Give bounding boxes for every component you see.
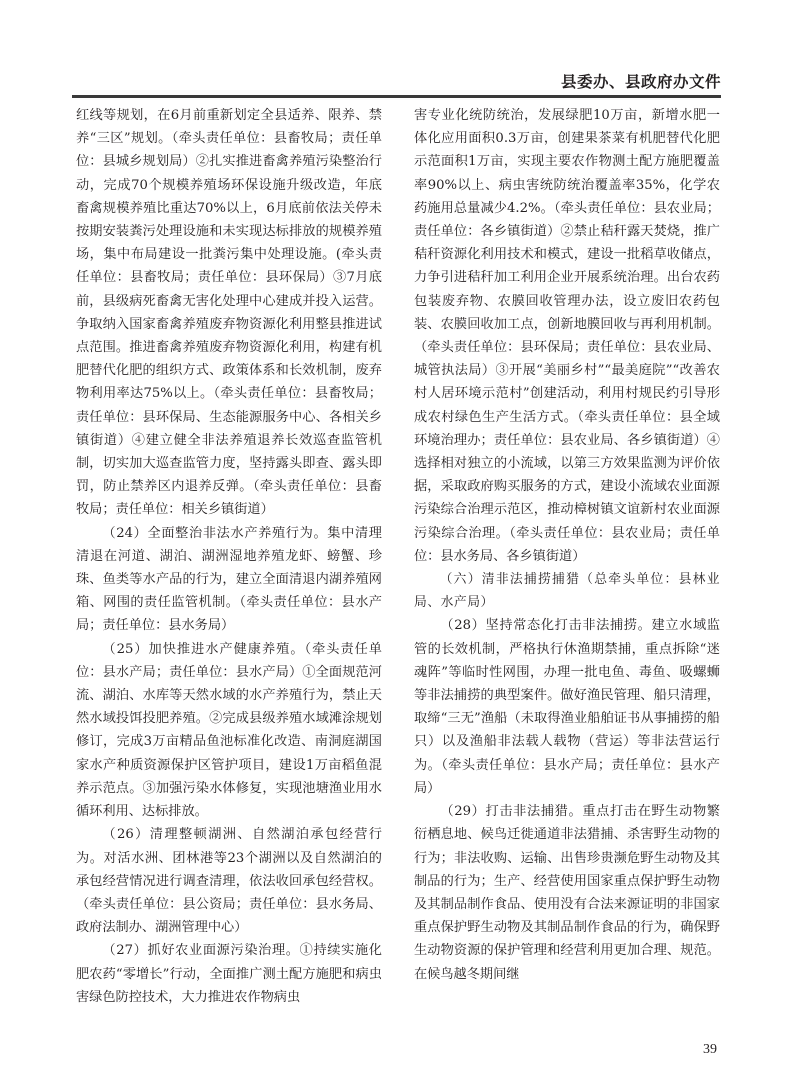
paragraph-item-27: （27）抓好农业面源污染治理。①持续实施化肥农药“零增长”行动，全面推广测土配方施肥和病虫害绿色防控技术，大力推进农作物病虫 — [76, 943, 382, 1005]
right-text-column — [414, 104, 720, 986]
paragraph-continued-right: 害专业化统防统治，发展绿肥10万亩，新增水肥一体化应用面积0.3万亩，创建果茶菜有机肥替代化肥示范面积1万亩，实现主要农作物测土配方施肥覆盖率90%以上、病虫害统防统治覆盖率35%，化学农药施用总量减少4.2%。（牵头责任单位：县农业局；责任单位：各乡镇街道）②禁止秸秆露天焚烧，推广秸秆资源化利用技术和模式，建设一批稻草收储点，力争引进秸秆加工利用企业开展系统治理。出台农药包装废弃物、农膜回收管理办法，设立废旧农药包装、农膜回收加工点，创新地膜回收与再利用机制。（牵头责任单位：县环保局；责任单位：县农业局、城管执法局）③开展“美丽乡村”“最美庭院”“改善农村人居环境示范村”创建活动，利用村规民约引导形成农村绿色生产生活方式。（牵头责任单位：县全域环境治理办；责任单位：县农业局、各乡镇街道）④选择相对独立的小流域，以第三方效果监测为评价依据，采取政府购买服务的方式，建设小流域农业面源污染综合治理示范区，推动樟树镇文谊新村农业面源污染综合治理。（牵头责任单位：县农业局；责任单位：县水务局、各乡镇街道） — [414, 108, 720, 564]
paragraph-item-25: （25）加快推进水产健康养殖。（牵头责任单位：县水产局；责任单位：县水产局）①全面规范河流、湖泊、水库等天然水域的水产养殖行为，禁止天然水域投饵投肥养殖。②完成县级养殖水域滩涂规划修订，完成3万亩精品鱼池标准化改造、南洞庭湖国家水产种质资源保护区管护项目，建设1万亩稻鱼混养示范点。③加强污染水体修复，实现池塘渔业用水循环利用、达标排放。 — [76, 641, 382, 820]
section-heading: （六）清非法捕捞捕猎（总牵头单位：县林业局、水产局） — [414, 572, 720, 611]
header-rule — [72, 95, 721, 98]
paragraph-item-24: （24）全面整治非法水产养殖行为。集中清理清退在河道、湖泊、湖洲湿地养殖龙虾、螃蟹、珍珠、鱼类等水产品的行为，建立全面清退内湖养殖网箱、网围的责任监管机制。（牵头责任单位：县水产局；责任单位：县水务局） — [76, 525, 382, 634]
paragraph-item-28: （28）坚持常态化打击非法捕捞。建立水域监管的长效机制，严格执行休渔期禁捕，重点拆除“迷魂阵”等临时性网围，办理一批电鱼、毒鱼、吸螺蛳等非法捕捞的典型案件。做好渔民管理、船只清理，取缔“三无”渔船（未取得渔业船舶证书从事捕捞的船只）以及渔船非法载人载物（营运）等非法营运行为。（牵头责任单位：县水产局；责任单位：县水产局） — [414, 618, 720, 796]
paragraph-item-29: （29）打击非法捕猎。重点打击在野生动物繁衍栖息地、候鸟迁徙通道非法猎捕、杀害野生动物的行为；非法收购、运输、出售珍贵濒危野生动物及其制品的行为；生产、经营使用国家重点保护野生动物及其制品制作食品、使用没有合法来源证明的非国家重点保护野生动物及其制品制作食品的行为，确保野生动物资源的保护管理和经营利用更加合理、规范。在候鸟越冬期间继 — [414, 804, 720, 982]
left-text-column — [76, 104, 382, 1009]
running-header-title: 县委办、县政府办文件 — [560, 73, 721, 91]
paragraph-continued: 红线等规划，在6月前重新划定全县适养、限养、禁养“三区”规划。（牵头责任单位：县畜牧局；责任单位：县城乡规划局）②扎实推进畜禽养殖污染整治行动，完成70个规模养殖场环保设施升级改造，年底畜禽规模养殖比重达70%以上，6月底前依法关停未按期安装粪污处理设施和未实现达标排放的规模养殖场，集中布局建设一批粪污集中处理设施。(牵头责任单位：县畜牧局；责任单位：县环保局）③7月底前，县级病死畜禽无害化处理中心建成并投入运营。争取纳入国家畜禽养殖废弃物资源化利用整县推进试点范围。推进畜禽养殖废弃物资源化利用，构建有机肥替代化肥的组织方式、政策体系和长效机制，废弃物利用率达75%以上。（牵头责任单位：县畜牧局；责任单位：县环保局、生态能源服务中心、各相关乡镇街道）④建立健全非法养殖退养长效巡查监管机制，切实加大巡查监管力度，坚持露头即查、露头即罚，防止禁养区内退养反弹。（牵头责任单位：县畜牧局；责任单位：相关乡镇街道） — [76, 108, 382, 518]
page-number: 39 — [703, 1042, 717, 1057]
paragraph-item-26: （26）清理整顿湖洲、自然湖泊承包经营行为。对活水洲、团林港等23个湖洲以及自然湖泊的承包经营情况进行调查清理，依法收回承包经营权。（牵头责任单位：县公资局；责任单位：县水务局、政府法制办、湖洲管理中心） — [76, 827, 382, 936]
